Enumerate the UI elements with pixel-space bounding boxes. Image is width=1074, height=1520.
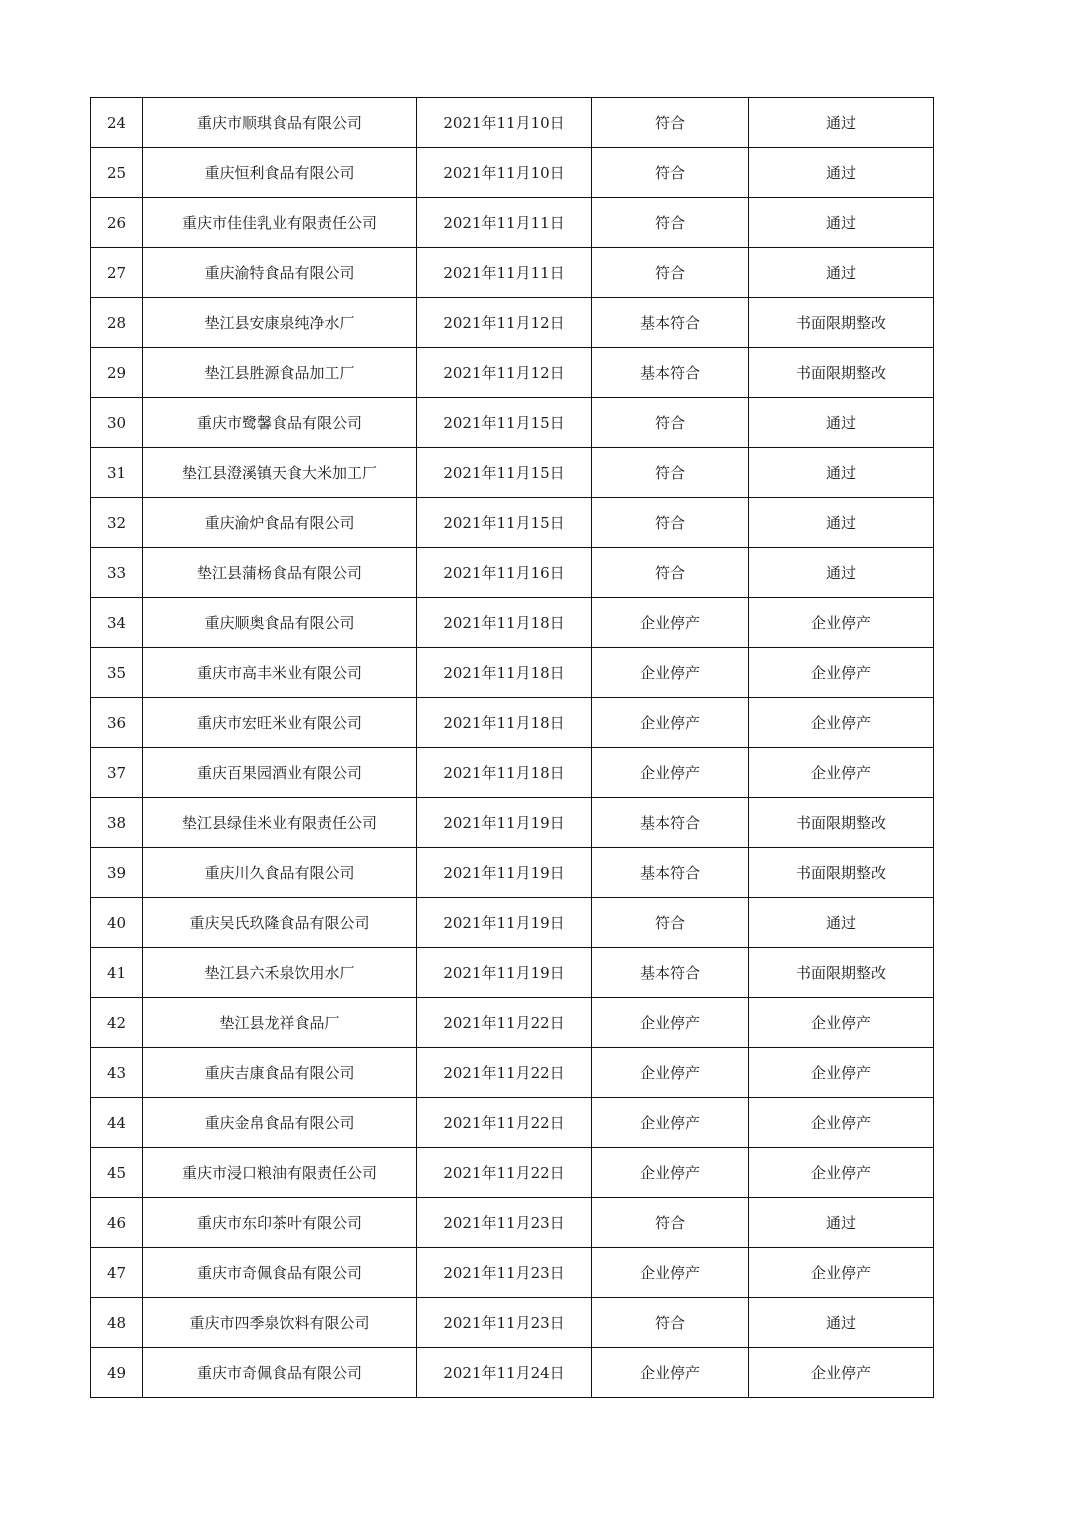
handling-outcome-cell: 企业停产 bbox=[749, 1248, 934, 1298]
handling-outcome-cell: 通过 bbox=[749, 898, 934, 948]
inspection-date-cell: 2021年11月24日 bbox=[417, 1348, 592, 1398]
handling-outcome-cell: 书面限期整改 bbox=[749, 798, 934, 848]
table-row bbox=[91, 1298, 934, 1348]
table-row bbox=[91, 248, 934, 298]
table-row bbox=[91, 648, 934, 698]
table-row bbox=[91, 348, 934, 398]
inspection-result-cell: 基本符合 bbox=[592, 798, 749, 848]
row-number-cell: 26 bbox=[91, 198, 143, 248]
inspection-result-cell: 企业停产 bbox=[592, 748, 749, 798]
inspection-date-cell: 2021年11月19日 bbox=[417, 798, 592, 848]
inspection-result-cell: 符合 bbox=[592, 1298, 749, 1348]
row-number-cell: 31 bbox=[91, 448, 143, 498]
table-row bbox=[91, 198, 934, 248]
table-row bbox=[91, 448, 934, 498]
row-number-cell: 32 bbox=[91, 498, 143, 548]
row-number-cell: 40 bbox=[91, 898, 143, 948]
handling-outcome-cell: 企业停产 bbox=[749, 1148, 934, 1198]
table-row bbox=[91, 1098, 934, 1148]
inspection-date-cell: 2021年11月22日 bbox=[417, 1098, 592, 1148]
table-body bbox=[91, 98, 934, 1398]
row-number-cell: 46 bbox=[91, 1198, 143, 1248]
inspection-date-cell: 2021年11月18日 bbox=[417, 598, 592, 648]
inspection-date-cell: 2021年11月12日 bbox=[417, 348, 592, 398]
company-name-cell: 重庆市顺琪食品有限公司 bbox=[143, 98, 417, 148]
inspection-result-cell: 企业停产 bbox=[592, 648, 749, 698]
row-number-cell: 35 bbox=[91, 648, 143, 698]
inspection-date-cell: 2021年11月23日 bbox=[417, 1248, 592, 1298]
inspection-date-cell: 2021年11月19日 bbox=[417, 848, 592, 898]
company-name-cell: 重庆恒利食品有限公司 bbox=[143, 148, 417, 198]
inspection-date-cell: 2021年11月16日 bbox=[417, 548, 592, 598]
row-number-cell: 41 bbox=[91, 948, 143, 998]
inspection-result-cell: 符合 bbox=[592, 448, 749, 498]
row-number-cell: 24 bbox=[91, 98, 143, 148]
inspection-result-cell: 符合 bbox=[592, 98, 749, 148]
company-name-cell: 垫江县蒲杨食品有限公司 bbox=[143, 548, 417, 598]
row-number-cell: 28 bbox=[91, 298, 143, 348]
handling-outcome-cell: 企业停产 bbox=[749, 1348, 934, 1398]
inspection-result-cell: 符合 bbox=[592, 548, 749, 598]
row-number-cell: 36 bbox=[91, 698, 143, 748]
inspection-date-cell: 2021年11月11日 bbox=[417, 248, 592, 298]
handling-outcome-cell: 通过 bbox=[749, 248, 934, 298]
company-name-cell: 重庆百果园酒业有限公司 bbox=[143, 748, 417, 798]
row-number-cell: 39 bbox=[91, 848, 143, 898]
inspection-date-cell: 2021年11月18日 bbox=[417, 748, 592, 798]
row-number-cell: 44 bbox=[91, 1098, 143, 1148]
handling-outcome-cell: 企业停产 bbox=[749, 648, 934, 698]
company-name-cell: 重庆渝特食品有限公司 bbox=[143, 248, 417, 298]
handling-outcome-cell: 通过 bbox=[749, 1298, 934, 1348]
handling-outcome-cell: 通过 bbox=[749, 1198, 934, 1248]
inspection-date-cell: 2021年11月23日 bbox=[417, 1298, 592, 1348]
table-row bbox=[91, 398, 934, 448]
table-row bbox=[91, 1198, 934, 1248]
inspection-result-cell: 符合 bbox=[592, 198, 749, 248]
inspection-table bbox=[90, 97, 934, 1398]
table-row bbox=[91, 1048, 934, 1098]
company-name-cell: 重庆市佳佳乳业有限责任公司 bbox=[143, 198, 417, 248]
table-row bbox=[91, 148, 934, 198]
company-name-cell: 重庆市高丰米业有限公司 bbox=[143, 648, 417, 698]
inspection-result-cell: 企业停产 bbox=[592, 998, 749, 1048]
company-name-cell: 重庆市四季泉饮料有限公司 bbox=[143, 1298, 417, 1348]
company-name-cell: 重庆市奇佩食品有限公司 bbox=[143, 1248, 417, 1298]
table-row bbox=[91, 798, 934, 848]
row-number-cell: 33 bbox=[91, 548, 143, 598]
table-row bbox=[91, 1248, 934, 1298]
inspection-result-cell: 企业停产 bbox=[592, 1248, 749, 1298]
company-name-cell: 垫江县安康泉纯净水厂 bbox=[143, 298, 417, 348]
table-row bbox=[91, 598, 934, 648]
company-name-cell: 重庆市鹭馨食品有限公司 bbox=[143, 398, 417, 448]
table-row bbox=[91, 848, 934, 898]
inspection-result-cell: 企业停产 bbox=[592, 598, 749, 648]
company-name-cell: 垫江县绿佳米业有限责任公司 bbox=[143, 798, 417, 848]
table-row bbox=[91, 698, 934, 748]
inspection-result-cell: 符合 bbox=[592, 1198, 749, 1248]
table-row bbox=[91, 98, 934, 148]
company-name-cell: 垫江县澄溪镇天食大米加工厂 bbox=[143, 448, 417, 498]
handling-outcome-cell: 通过 bbox=[749, 398, 934, 448]
handling-outcome-cell: 书面限期整改 bbox=[749, 848, 934, 898]
company-name-cell: 重庆市宏旺米业有限公司 bbox=[143, 698, 417, 748]
inspection-date-cell: 2021年11月10日 bbox=[417, 148, 592, 198]
inspection-date-cell: 2021年11月15日 bbox=[417, 498, 592, 548]
company-name-cell: 重庆顺奥食品有限公司 bbox=[143, 598, 417, 648]
handling-outcome-cell: 企业停产 bbox=[749, 1048, 934, 1098]
handling-outcome-cell: 书面限期整改 bbox=[749, 348, 934, 398]
inspection-result-cell: 企业停产 bbox=[592, 1148, 749, 1198]
inspection-date-cell: 2021年11月18日 bbox=[417, 698, 592, 748]
table-row bbox=[91, 898, 934, 948]
inspection-result-cell: 符合 bbox=[592, 898, 749, 948]
table-row bbox=[91, 998, 934, 1048]
table-row bbox=[91, 498, 934, 548]
inspection-result-cell: 企业停产 bbox=[592, 1348, 749, 1398]
inspection-date-cell: 2021年11月18日 bbox=[417, 648, 592, 698]
table-row bbox=[91, 548, 934, 598]
row-number-cell: 47 bbox=[91, 1248, 143, 1298]
company-name-cell: 重庆渝炉食品有限公司 bbox=[143, 498, 417, 548]
row-number-cell: 29 bbox=[91, 348, 143, 398]
company-name-cell: 重庆吴氏玖隆食品有限公司 bbox=[143, 898, 417, 948]
table-row bbox=[91, 748, 934, 798]
company-name-cell: 重庆市东印茶叶有限公司 bbox=[143, 1198, 417, 1248]
handling-outcome-cell: 通过 bbox=[749, 198, 934, 248]
handling-outcome-cell: 通过 bbox=[749, 448, 934, 498]
inspection-date-cell: 2021年11月23日 bbox=[417, 1198, 592, 1248]
inspection-date-cell: 2021年11月22日 bbox=[417, 1148, 592, 1198]
inspection-date-cell: 2021年11月11日 bbox=[417, 198, 592, 248]
company-name-cell: 垫江县胜源食品加工厂 bbox=[143, 348, 417, 398]
handling-outcome-cell: 企业停产 bbox=[749, 698, 934, 748]
inspection-result-cell: 符合 bbox=[592, 148, 749, 198]
inspection-result-cell: 基本符合 bbox=[592, 298, 749, 348]
row-number-cell: 49 bbox=[91, 1348, 143, 1398]
inspection-date-cell: 2021年11月22日 bbox=[417, 1048, 592, 1098]
handling-outcome-cell: 通过 bbox=[749, 98, 934, 148]
company-name-cell: 重庆市奇佩食品有限公司 bbox=[143, 1348, 417, 1398]
inspection-date-cell: 2021年11月10日 bbox=[417, 98, 592, 148]
company-name-cell: 重庆市浸口粮油有限责任公司 bbox=[143, 1148, 417, 1198]
handling-outcome-cell: 企业停产 bbox=[749, 998, 934, 1048]
inspection-result-cell: 符合 bbox=[592, 498, 749, 548]
company-name-cell: 垫江县六禾泉饮用水厂 bbox=[143, 948, 417, 998]
row-number-cell: 25 bbox=[91, 148, 143, 198]
handling-outcome-cell: 通过 bbox=[749, 548, 934, 598]
table-row bbox=[91, 948, 934, 998]
inspection-result-cell: 企业停产 bbox=[592, 698, 749, 748]
handling-outcome-cell: 通过 bbox=[749, 498, 934, 548]
row-number-cell: 42 bbox=[91, 998, 143, 1048]
company-name-cell: 重庆川久食品有限公司 bbox=[143, 848, 417, 898]
inspection-date-cell: 2021年11月15日 bbox=[417, 448, 592, 498]
row-number-cell: 34 bbox=[91, 598, 143, 648]
row-number-cell: 45 bbox=[91, 1148, 143, 1198]
table-row bbox=[91, 1348, 934, 1398]
inspection-result-cell: 基本符合 bbox=[592, 848, 749, 898]
company-name-cell: 重庆吉康食品有限公司 bbox=[143, 1048, 417, 1098]
row-number-cell: 30 bbox=[91, 398, 143, 448]
company-name-cell: 垫江县龙祥食品厂 bbox=[143, 998, 417, 1048]
handling-outcome-cell: 书面限期整改 bbox=[749, 948, 934, 998]
inspection-date-cell: 2021年11月12日 bbox=[417, 298, 592, 348]
table-row bbox=[91, 1148, 934, 1198]
row-number-cell: 37 bbox=[91, 748, 143, 798]
inspection-result-cell: 基本符合 bbox=[592, 348, 749, 398]
handling-outcome-cell: 企业停产 bbox=[749, 1098, 934, 1148]
inspection-result-cell: 基本符合 bbox=[592, 948, 749, 998]
row-number-cell: 27 bbox=[91, 248, 143, 298]
handling-outcome-cell: 书面限期整改 bbox=[749, 298, 934, 348]
inspection-date-cell: 2021年11月19日 bbox=[417, 898, 592, 948]
inspection-date-cell: 2021年11月22日 bbox=[417, 998, 592, 1048]
inspection-result-cell: 符合 bbox=[592, 248, 749, 298]
row-number-cell: 38 bbox=[91, 798, 143, 848]
inspection-result-cell: 符合 bbox=[592, 398, 749, 448]
table-row bbox=[91, 298, 934, 348]
row-number-cell: 43 bbox=[91, 1048, 143, 1098]
handling-outcome-cell: 企业停产 bbox=[749, 598, 934, 648]
inspection-date-cell: 2021年11月19日 bbox=[417, 948, 592, 998]
inspection-result-cell: 企业停产 bbox=[592, 1098, 749, 1148]
inspection-date-cell: 2021年11月15日 bbox=[417, 398, 592, 448]
row-number-cell: 48 bbox=[91, 1298, 143, 1348]
inspection-result-cell: 企业停产 bbox=[592, 1048, 749, 1098]
handling-outcome-cell: 企业停产 bbox=[749, 748, 934, 798]
company-name-cell: 重庆金帛食品有限公司 bbox=[143, 1098, 417, 1148]
handling-outcome-cell: 通过 bbox=[749, 148, 934, 198]
